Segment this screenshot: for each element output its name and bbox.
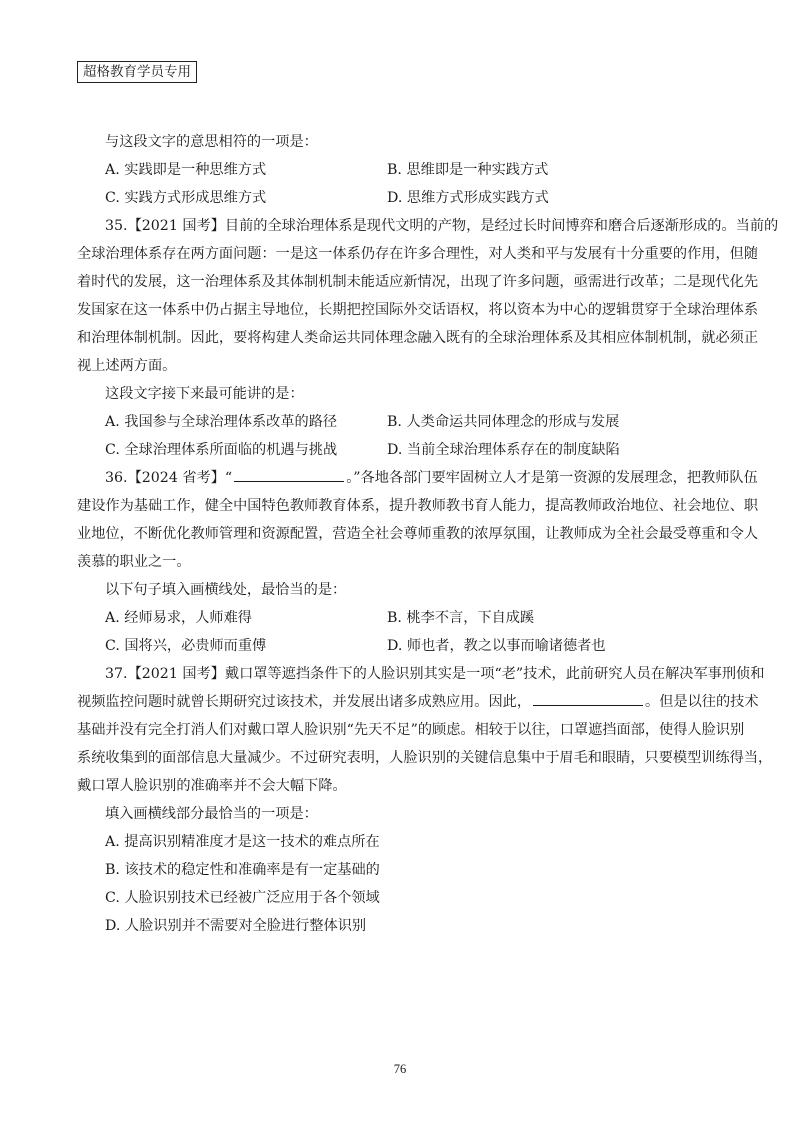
- option-b: B. 思维即是一种实践方式: [387, 162, 549, 178]
- question-35: [77, 212, 779, 464]
- option-d: D. 当前全球治理体系存在的制度缺陷: [387, 442, 620, 458]
- answer-blank: [234, 465, 344, 482]
- content: [77, 128, 779, 940]
- question-text-line: 建设作为基础工作，健全中国特色教师教育体系，提升教师教书育人能力，提高教师政治地位、社会地位、职: [77, 498, 759, 514]
- option-c: C. 国将兴，必贵师而重傅: [105, 638, 267, 654]
- question-prompt: 填入画横线部分最恰当的一项是：: [105, 806, 318, 822]
- option-row: [77, 184, 723, 212]
- question-text-line: 羡慕的职业之一。: [77, 554, 191, 570]
- question-text-line: 35.【2021 国考】目前的全球治理体系是现代文明的产物，是经过长时间博弈和磨合后逐渐形成的。当前的: [105, 218, 779, 234]
- page-number: 76: [393, 1062, 407, 1076]
- question-text-segment: 视频监控问题时就曾长期研究过该技术，并发展出诸多成熟应用。因此，: [77, 694, 532, 710]
- question-text-line: 基础并没有完全打消人们对戴口罩人脸识别“先天不足”的顾虑。相较于以往，口罩遮挡面部，使得人脸识别: [77, 722, 745, 738]
- question-text-line: 着时代的发展，这一治理体系及其体制机制未能适应新情况，出现了许多问题，亟需进行改革；二是现代化先: [77, 274, 759, 290]
- option-row: [77, 156, 723, 184]
- question-prompt: 与这段文字的意思相符的一项是：: [105, 134, 318, 150]
- option-c: C. 实践方式形成思维方式: [105, 190, 267, 206]
- question-text-line: 视上述两方面。: [77, 358, 177, 374]
- option-row: [77, 408, 723, 436]
- option-a: A. 经师易求，人师难得: [105, 610, 252, 626]
- question-text-segment: 36.【2024 省考】“: [105, 470, 233, 486]
- question-text-line: 和治理体制机制。因此，要将构建人类命运共同体理念融入既有的全球治理体系及其相应体制机制，就必须正: [77, 330, 759, 346]
- question-text-line: [77, 688, 759, 716]
- option-row: [77, 632, 723, 660]
- question-36: [77, 464, 759, 660]
- question-text-line: 37.【2021 国考】戴口罩等遮挡条件下的人脸识别其实是一项“老”技术，此前研究人员在解决军事刑侦和: [105, 666, 765, 682]
- option-c: C. 人脸识别技术已经被广泛应用于各个领域: [105, 890, 380, 906]
- question-text-line: 发国家在这一体系中仍占据主导地位，长期把控国际外交话语权，将以资本为中心的逻辑贯穿于全球治理体系: [77, 302, 759, 318]
- answer-blank: [533, 689, 643, 706]
- question-text-line: [77, 464, 758, 492]
- question-prompt: 以下句子填入画横线处，最恰当的是：: [105, 582, 347, 598]
- option-a: A. 我国参与全球治理体系改革的路径: [105, 414, 338, 430]
- option-d: D. 师也者，教之以事而喻诸德者也: [387, 638, 606, 654]
- question-37: [77, 660, 773, 940]
- option-d: D. 人脸识别并不需要对全脸进行整体识别: [105, 918, 367, 934]
- question-text-line: 系统收集到的面部信息大量减少。不过研究表明，人脸识别的关键信息集中于眉毛和眼睛，只要模型训练得当，: [77, 750, 773, 766]
- header-tag: 超格教育学员专用: [77, 61, 197, 83]
- question-34: [77, 128, 723, 212]
- option-row: [77, 436, 723, 464]
- option-b: B. 该技术的稳定性和准确率是有一定基础的: [105, 862, 380, 878]
- option-c: C. 全球治理体系所面临的机遇与挑战: [105, 442, 338, 458]
- question-text-segment: 。”各地各部门要牢固树立人才是第一资源的发展理念，把教师队伍: [346, 470, 758, 486]
- question-text-line: 戴口罩人脸识别的准确率并不会大幅下降。: [77, 778, 347, 794]
- option-a: A. 实践即是一种思维方式: [105, 162, 267, 178]
- question-text-segment: 。但是以往的技术: [645, 694, 759, 710]
- question-prompt: 这段文字接下来最可能讲的是：: [105, 386, 304, 402]
- question-text-line: 全球治理体系存在两方面问题：一是这一体系仍存在许多合理性，对人类和平与发展有十分重要的作用，但随: [77, 246, 759, 262]
- option-b: B. 桃李不言，下自成蹊: [387, 610, 535, 626]
- option-d: D. 思维方式形成实践方式: [387, 190, 549, 206]
- option-a: A. 提高识别精准度才是这一技术的难点所在: [105, 834, 380, 850]
- option-b: B. 人类命运共同体理念的形成与发展: [387, 414, 620, 430]
- option-row: [77, 604, 723, 632]
- question-text-line: 业地位，不断优化教师管理和资源配置，营造全社会尊师重教的浓厚氛围，让教师成为全社会最受尊重和令人: [77, 526, 759, 542]
